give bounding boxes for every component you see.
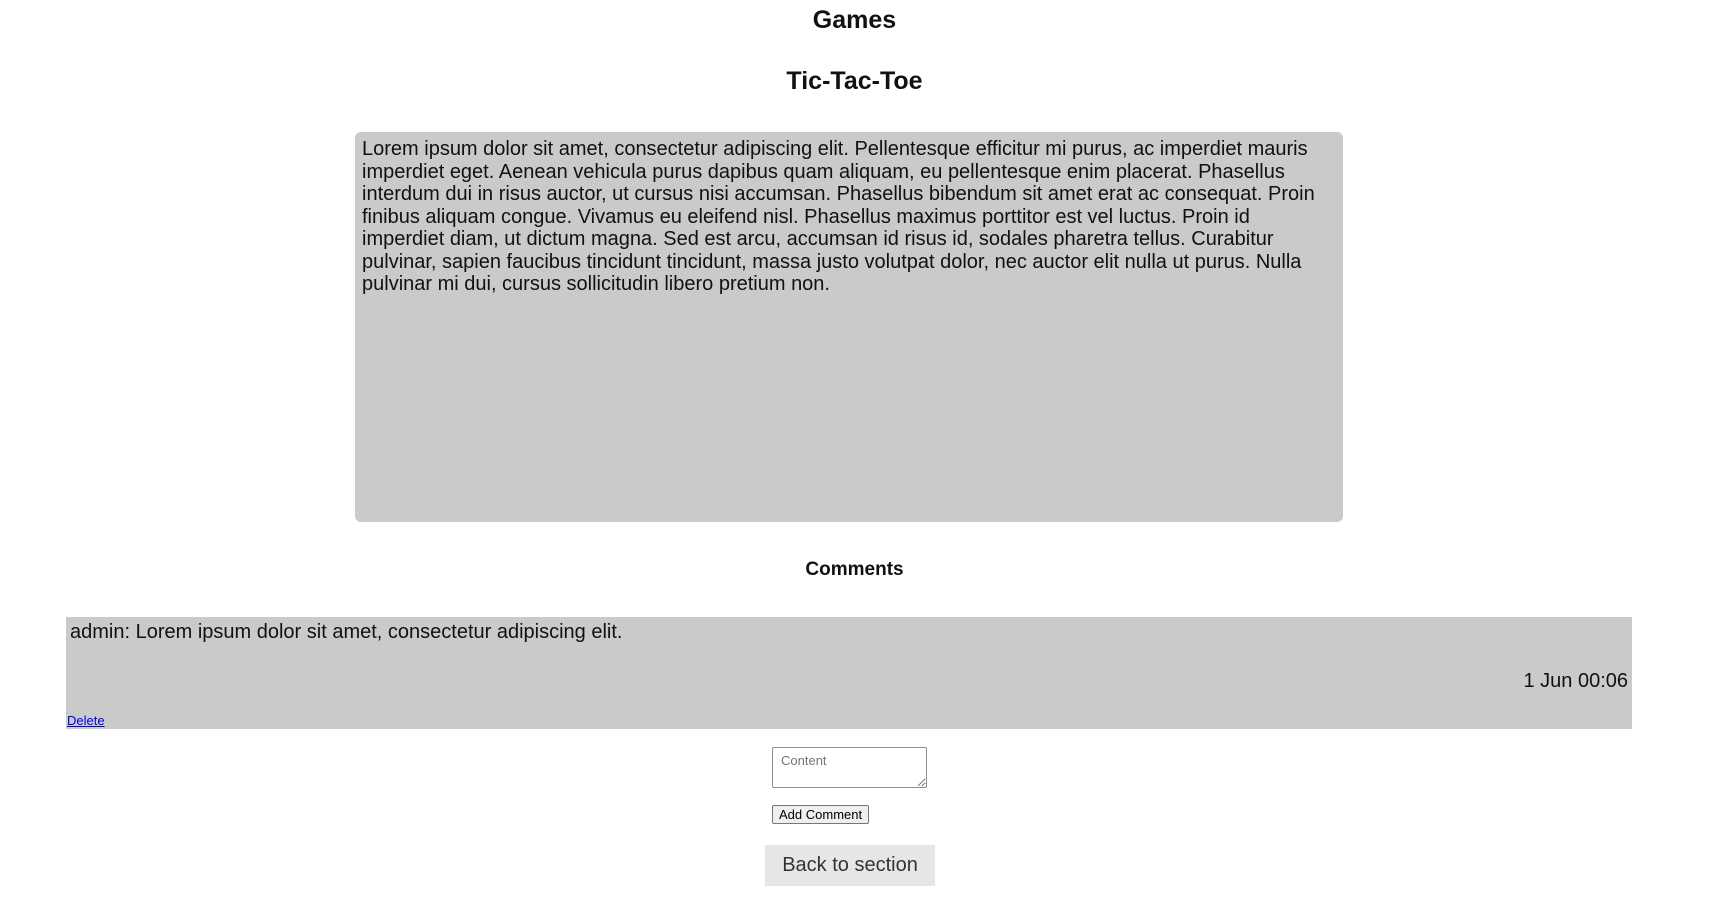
comment-content-input[interactable] — [772, 747, 927, 788]
comment-timestamp: 1 Jun 00:06 — [1523, 670, 1628, 692]
comment-item — [66, 617, 1632, 729]
post-title: Tic-Tac-Toe — [786, 67, 923, 95]
add-comment-button[interactable]: Add Comment — [772, 805, 869, 824]
back-to-section-button[interactable]: Back to section — [765, 845, 935, 886]
delete-comment-link[interactable]: Delete — [67, 713, 105, 728]
post-body: Lorem ipsum dolor sit amet, consectetur adipiscing elit. Pellentesque efficitur mi purus, ac imperdiet mauris imperdiet eget. Aenean vehicula purus dapibus quam aliquam, eu pellentesque enim placerat. Phasellus interdum dui in risus auctor, ut cursus nisi accumsan. Phasellus bibendum sit amet erat ac consequat. Proin finibus aliquam congue. Vivamus eu eleifend nisl. Phasellus maximus porttitor est vel luctus. Proin id imperdiet diam, ut dictum magna. Sed est arcu, accumsan id risus id, sodales pharetra tellus. Curabitur pulvinar, sapien faucibus tincidunt tincidunt, massa justo volutpat dolor, nec auctor elit nulla ut purus. Nulla pulvinar mi dui, cursus sollicitudin libero pretium non. — [355, 132, 1343, 522]
comment-text: admin: Lorem ipsum dolor sit amet, consectetur adipiscing elit. — [70, 621, 623, 643]
comments-heading: Comments — [805, 559, 904, 580]
section-title: Games — [812, 6, 897, 34]
